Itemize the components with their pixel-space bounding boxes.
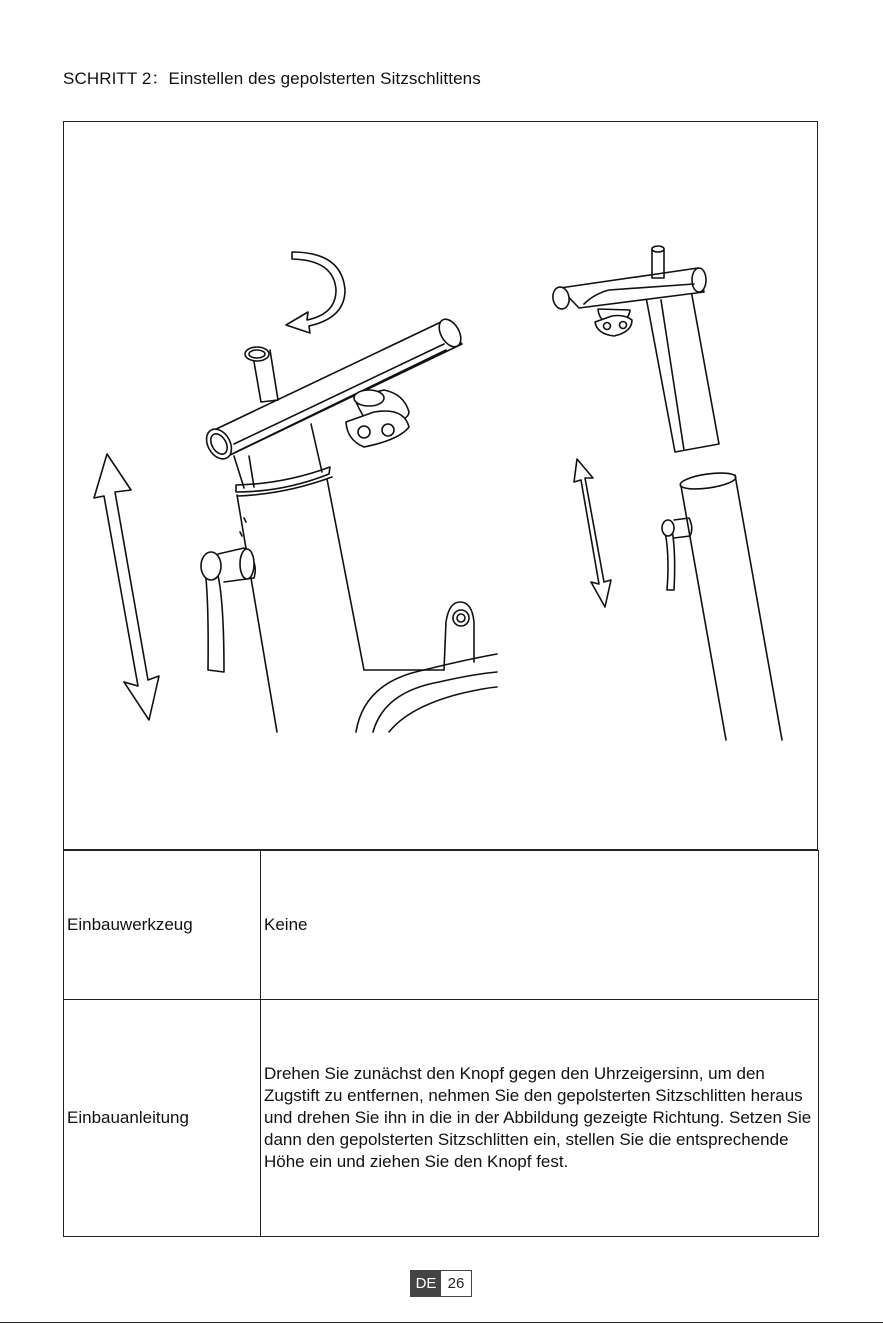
installation-info-table — [63, 850, 819, 1237]
instructions-value: Drehen Sie zunächst den Knopf gegen den Uhrzeigersinn, um den Zugstift zu entfernen, nehmen Sie den gepolsterten Sitzschlitten heraus und drehen Sie ihn in die in der Abbildung gezeigte Richtung. Setzen Sie dann den gepolsterten Sitzschlitten ein, stellen Sie die entsprechende Höhe ein und ziehen Sie den Knopf fest. — [261, 1000, 819, 1237]
language-code: DE — [411, 1271, 441, 1296]
rotate-counterclockwise-arrow-icon — [286, 252, 345, 333]
page-heading: SCHRITT 2：Einstellen des gepolsterten Sitzschlittens — [63, 69, 481, 88]
tools-label: Einbauwerkzeug — [64, 851, 261, 1000]
height-adjust-double-arrow-icon — [94, 454, 159, 720]
height-adjust-double-arrow-icon — [574, 459, 611, 607]
tools-value: Keine — [261, 851, 819, 1000]
table-row-instructions — [64, 1000, 819, 1237]
table-row-tools — [64, 851, 819, 1000]
page-number-badge — [410, 1270, 472, 1297]
assembly-illustration — [64, 122, 819, 851]
bottom-divider — [0, 1322, 883, 1323]
left-seat-post-assembly — [201, 316, 497, 732]
instructions-label: Einbauanleitung — [64, 1000, 261, 1237]
illustration-frame — [63, 121, 818, 850]
page-number: 26 — [441, 1271, 471, 1296]
